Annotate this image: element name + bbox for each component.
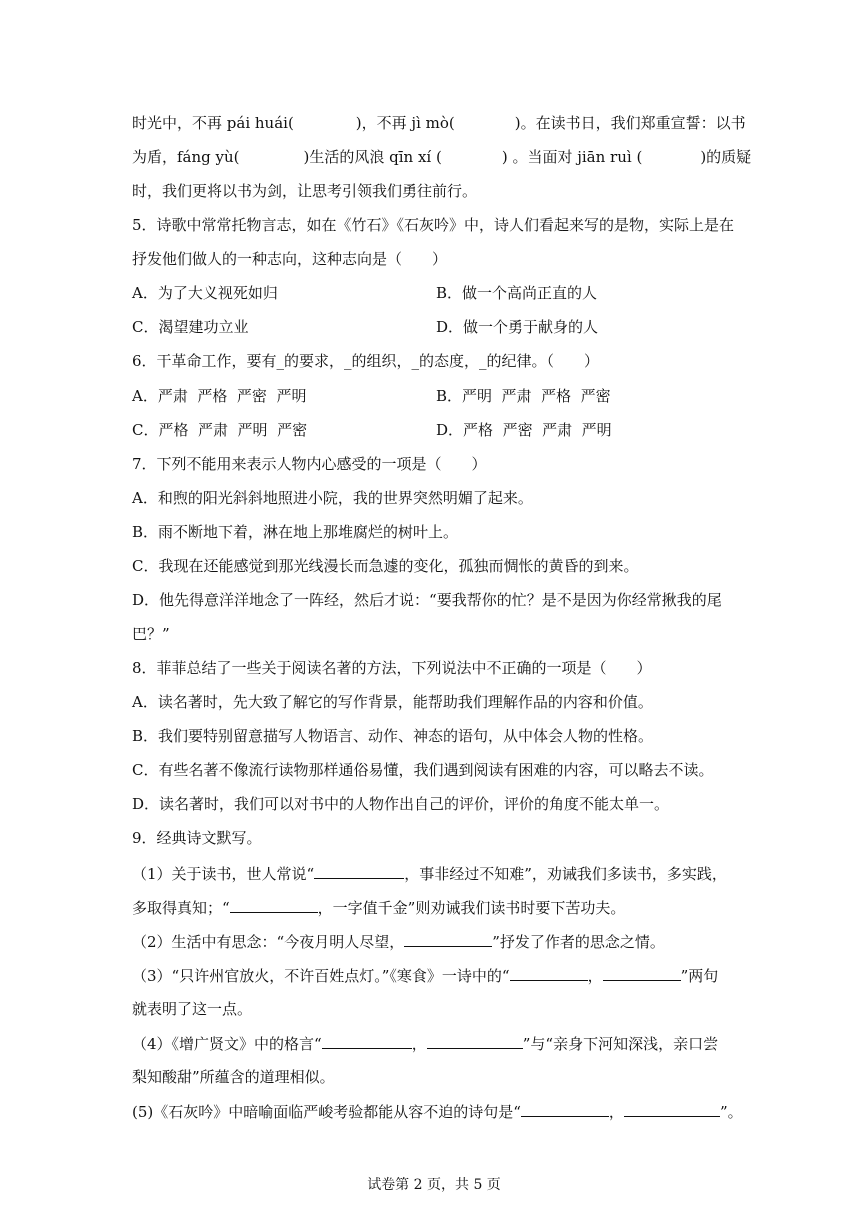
question-5-stem: 5．诗歌中常常托物言志，如在《竹石》《石灰吟》中，诗人们看起来写的是物，实际上是在 <box>132 216 735 234</box>
question-6-option-a[interactable]: A．严肃 严格 严密 严明 <box>132 387 307 405</box>
question-5-option-a[interactable]: A．为了大义视死如归 <box>132 284 278 302</box>
question-text: （1）关于读书，世人常说“ <box>132 865 315 883</box>
passage-line-2 <box>132 147 751 167</box>
question-7-option-c[interactable]: C．我现在还能感觉到那光线漫长而急遽的变化，孤独而惆怅的黄昏的到来。 <box>132 557 639 575</box>
question-8-option-b[interactable]: B．我们要特别留意描写人物语言、动作、神态的语句，从中体会人物的性格。 <box>132 727 654 745</box>
question-5-option-d[interactable]: D．做一个勇于献身的人 <box>436 318 599 336</box>
passage-text: 为盾，fáng yù( <box>132 148 240 166</box>
fill-blank[interactable] <box>510 965 588 981</box>
question-9-4-cont: 梨知酸甜”所蕴含的道理相似。 <box>132 1068 335 1086</box>
question-9-4 <box>132 1033 718 1054</box>
question-text: （3）“只许州官放火，不许百姓点灯。”《寒食》一诗中的“ <box>132 967 510 985</box>
question-7-option-b[interactable]: B．雨不断地下着，淋在地上那堆腐烂的树叶上。 <box>132 523 459 541</box>
question-7-stem: 7．下列不能用来表示人物内心感受的一项是（ ） <box>132 455 487 473</box>
question-text: （2）生活中有思念：“今夜月明人尽望， <box>132 933 405 951</box>
question-9-3 <box>132 965 718 986</box>
question-7-option-d[interactable]: D．他先得意洋洋地念了一阵经，然后才说：“要我帮你的忙？是不是因为你经常揪我的尾 <box>132 591 722 609</box>
question-8-option-a[interactable]: A．读名著时，先大致了解它的写作背景，能帮助我们理解作品的内容和价值。 <box>132 693 653 711</box>
question-5-option-b[interactable]: B．做一个高尚正直的人 <box>436 284 598 302</box>
passage-text: )生活的风浪 qīn xí ( <box>303 148 442 166</box>
question-6-stem: 6．干革命工作，要有_的要求，_的组织，_的态度，_的纪律。（ ） <box>132 352 600 370</box>
question-8-option-d[interactable]: D．读名著时，我们可以对书中的人物作出自己的评价，评价的角度不能太单一。 <box>132 795 670 813</box>
passage-text: )的质疑 <box>700 148 752 166</box>
passage-line-1 <box>132 113 746 133</box>
question-text: ， <box>411 1035 427 1053</box>
fill-blank[interactable] <box>603 965 681 981</box>
passage-text: 时光中，不再 pái huái( <box>132 114 294 132</box>
fill-blank[interactable] <box>624 1101 720 1117</box>
question-9-1-cont <box>132 897 625 918</box>
question-9-stem: 9．经典诗文默写。 <box>132 829 262 847</box>
question-8-option-c[interactable]: C．有些名著不像流行读物那样通俗易懂，我们遇到阅读有困难的内容，可以略去不读。 <box>132 761 714 779</box>
question-text: （4）《增广贤文》中的格言“ <box>132 1035 322 1053</box>
question-5-stem-cont: 抒发他们做人的一种志向，这种志向是（ ） <box>132 250 448 268</box>
question-text: ”与“亲身下河知深浅，亲口尝 <box>522 1035 719 1053</box>
fill-blank[interactable] <box>404 931 492 947</box>
question-5-option-c[interactable]: C．渴望建功立业 <box>132 318 249 336</box>
fill-blank[interactable] <box>230 897 318 913</box>
question-text: ，事非经过不知难”，劝诫我们多读书，多实践， <box>404 865 727 883</box>
question-6-option-b[interactable]: B．严明 严肃 严格 严密 <box>436 387 611 405</box>
fill-blank[interactable] <box>427 1033 523 1049</box>
question-text: 多取得真知；“ <box>132 899 230 917</box>
fill-blank[interactable] <box>314 863 404 879</box>
passage-text: )。在读书日，我们郑重宣誓：以书 <box>514 114 746 132</box>
question-text: ”两句 <box>680 967 719 985</box>
fill-blank[interactable] <box>322 1033 412 1049</box>
fill-blank[interactable] <box>521 1101 609 1117</box>
question-6-option-d[interactable]: D．严格 严密 严肃 严明 <box>436 421 612 439</box>
question-6-option-c[interactable]: C．严格 严肃 严明 严密 <box>132 421 308 439</box>
question-text: ， <box>587 967 603 985</box>
question-7-option-a[interactable]: A．和煦的阳光斜斜地照进小院，我的世界突然明媚了起来。 <box>132 489 533 507</box>
question-9-2 <box>132 931 665 952</box>
question-9-1 <box>132 863 727 884</box>
question-8-stem: 8．菲菲总结了一些关于阅读名著的方法，下列说法中不正确的一项是（ ） <box>132 659 652 677</box>
question-text: ， <box>608 1103 624 1121</box>
question-text: ”。 <box>719 1103 743 1121</box>
passage-text: )，不再 jì mò( <box>355 114 455 132</box>
question-text: (5)《石灰吟》中暗喻面临严峻考验都能从容不迫的诗句是“ <box>132 1103 521 1121</box>
question-9-3-cont: 就表明了这一点。 <box>132 1000 253 1018</box>
question-9-5 <box>132 1101 743 1122</box>
passage-text: ) 。当面对 jiān ruì ( <box>501 148 643 166</box>
question-7-option-d-cont[interactable]: 巴？” <box>132 625 170 643</box>
page-footer: 试卷第 2 页，共 5 页 <box>367 1177 501 1193</box>
question-text: ”抒发了作者的思念之情。 <box>492 933 665 951</box>
question-text: ，一字值千金”则劝诫我们读书时要下苦功夫。 <box>317 899 626 917</box>
passage-line-3: 时，我们更将以书为剑，让思考引领我们勇往前行。 <box>132 182 478 200</box>
